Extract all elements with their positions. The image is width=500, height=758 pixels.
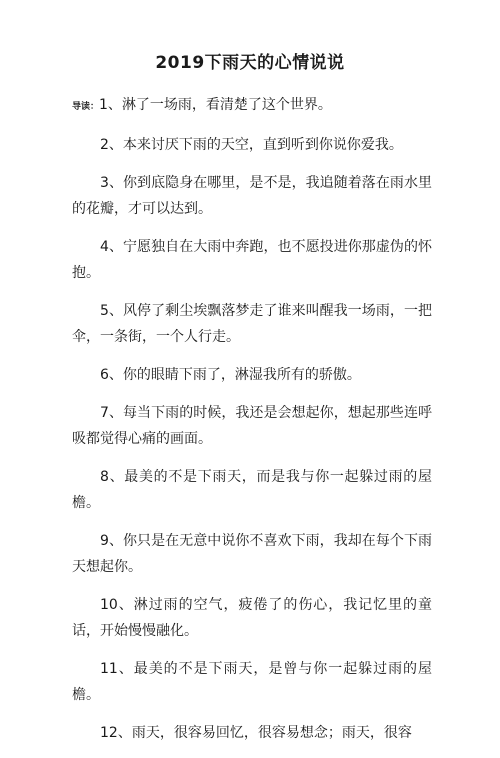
item-number: 4、 (100, 239, 124, 255)
item-text: 每当下雨的时候，我还是会想起你，想起那些连呼吸都觉得心痛的画面。 (72, 405, 432, 447)
list-item (72, 528, 432, 580)
item-text: 淋了一场雨，看清楚了这个世界。 (121, 97, 332, 113)
item-text: 宁愿独自在大雨中奔跑，也不愿投进你那虚伪的怀抱。 (72, 239, 432, 281)
item-number: 6、 (100, 367, 123, 383)
list-item (72, 656, 432, 708)
item-text: 风停了剩尘埃飘落梦走了谁来叫醒我一场雨，一把伞，一条街，一个人行走。 (72, 303, 432, 345)
item-text: 你的眼睛下雨了，淋湿我所有的骄傲。 (122, 367, 361, 383)
list-item (72, 170, 432, 222)
item-text: 你只是在无意中说你不喜欢下雨，我却在每个下雨天想起你。 (72, 533, 432, 575)
item-number: 5、 (100, 303, 124, 319)
list-item (72, 720, 432, 746)
item-text: 最美的不是下雨天，而是我与你一起躲过雨的屋檐。 (72, 469, 432, 511)
item-number: 7、 (100, 405, 124, 421)
list-item (72, 464, 432, 516)
list-item (72, 400, 432, 452)
intro-label: 导读： (72, 102, 100, 112)
item-number: 3、 (100, 175, 124, 191)
document-title: 2019下雨天的心情说说 (155, 53, 345, 73)
item-number: 12、 (100, 725, 132, 741)
item-number: 1、 (99, 97, 122, 113)
item-number: 8、 (100, 469, 125, 485)
item-number: 2、 (100, 137, 123, 153)
item-text: 本来讨厌下雨的天空，直到听到你说你爱我。 (122, 137, 403, 153)
document-body (72, 92, 432, 758)
item-number: 9、 (100, 533, 124, 549)
item-number: 10、 (100, 597, 134, 613)
list-item (72, 298, 432, 350)
item-text: 雨天，很容易回忆，很容易想念；雨天，很容 (131, 725, 412, 741)
item-text: 淋过雨的空气，疲倦了的伤心，我记忆里的童话，开始慢慢融化。 (72, 597, 432, 639)
item-text: 你到底隐身在哪里，是不是，我追随着落在雨水里的花瓣，才可以达到。 (72, 175, 432, 217)
list-item (72, 92, 432, 120)
item-text: 最美的不是下雨天，是曾与你一起躲过雨的屋檐。 (72, 661, 432, 703)
list-item (72, 234, 432, 286)
list-item (72, 362, 432, 388)
list-item (72, 592, 432, 644)
item-number: 11、 (100, 661, 134, 677)
list-item (72, 132, 432, 158)
